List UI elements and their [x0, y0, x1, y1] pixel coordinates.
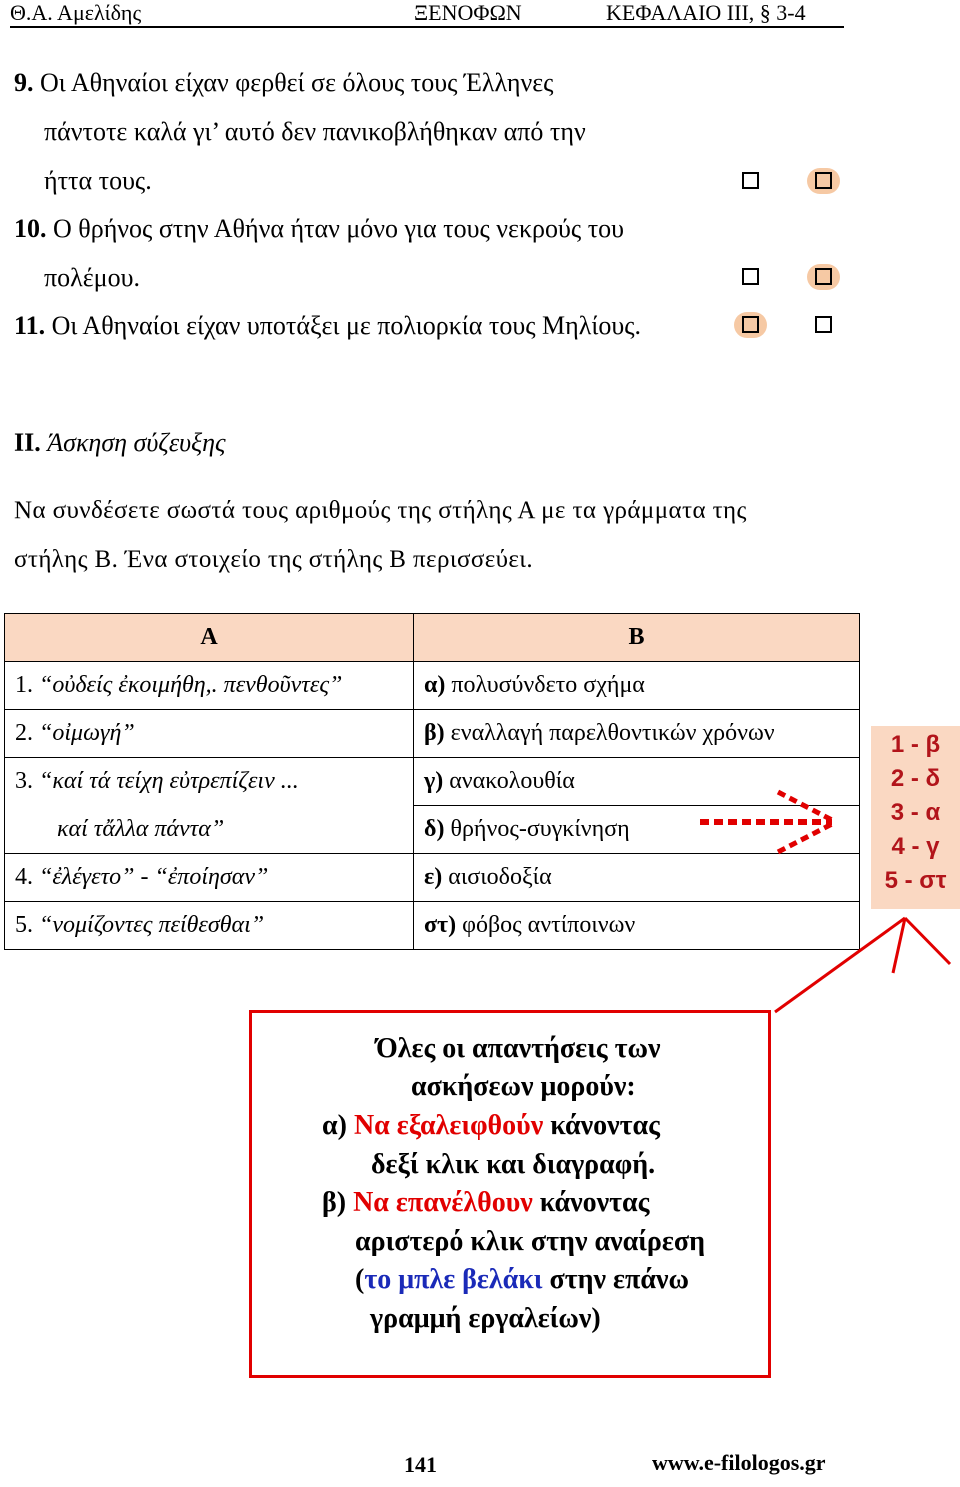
- question-9-line2: πάντοτε καλά γι’ αυτό δεν πανικοβλήθηκαν από την: [44, 117, 586, 146]
- answer-3: 3 - α: [890, 799, 941, 826]
- answer-4: 4 - γ: [891, 833, 940, 860]
- column-b-header: Β: [414, 614, 860, 662]
- question-9-number: 9.: [14, 68, 34, 97]
- question-10-line2: πολέμου.: [44, 263, 140, 292]
- header-author: Θ.Α. Αμελίδης: [10, 0, 142, 25]
- column-a-header: Α: [5, 614, 414, 662]
- answer-5: 5 - στ: [884, 867, 947, 894]
- section-2-heading: ΙΙ. Άσκηση σύζευξης: [14, 428, 226, 457]
- table-row: 4. “ἐλέγετο” - “ἐποίησαν” ε) αισιοδοξία: [5, 854, 860, 902]
- notice-line8: γραμμή εργαλείων): [370, 1303, 601, 1334]
- website-link[interactable]: www.e-filologos.gr: [652, 1450, 826, 1475]
- question-11-number: 11.: [14, 311, 46, 340]
- question-10-number: 10.: [14, 214, 47, 243]
- answer-2: 2 - δ: [890, 765, 941, 792]
- notice-line4: δεξί κλικ και διαγραφή.: [371, 1149, 656, 1180]
- notice-line1: Όλες οι απαντήσεις των: [376, 1033, 661, 1064]
- table-row: 3. “καί τά τείχη εὐτρεπίζειν ... γ) ανακολουθία: [5, 758, 860, 806]
- header-title: ΞΕΝΟΦΩΝ: [414, 0, 522, 25]
- table-row: καί τἄλλα πάντα” δ) θρήνος-συγκίνηση: [5, 806, 860, 854]
- question-11-line1: 11. Οι Αθηναίοι είχαν υποτάξει με πολιορκία τους Μηλίους.: [14, 311, 642, 340]
- dashed-right-arrow-icon: [700, 792, 832, 852]
- notice-line3: α) Να εξαλειφθούν κάνοντας: [322, 1110, 660, 1141]
- answers-box: [871, 726, 960, 909]
- notice-line2: ασκήσεων μορούν:: [411, 1071, 636, 1102]
- up-arrow-icon: [775, 918, 950, 1012]
- question-10-line1: 10. Ο θρήνος στην Αθήνα ήταν μόνο για τους νεκρούς του: [14, 214, 625, 243]
- table-row: 2. “οἰμωγή” β) εναλλαγή παρελθοντικών χρόνων: [5, 710, 860, 758]
- instructions-line2: στήλης Β. Ένα στοιχείο της στήλης Β περισσεύει.: [14, 546, 534, 573]
- notice-line7: (το μπλε βελάκι στην επάνω: [355, 1264, 689, 1295]
- page-number: 141: [404, 1452, 437, 1477]
- notice-line5: β) Να επανέλθουν κάνοντας: [322, 1187, 650, 1218]
- instructions-line1: Να συνδέσετε σωστά τους αριθμούς της στήλης Α με τα γράμματα της: [14, 497, 747, 524]
- notice-line6: αριστερό κλικ στην αναίρεση: [355, 1226, 705, 1257]
- table-row: 5. “νομίζοντες πείθεσθαι” στ) φόβος αντίποινων: [5, 902, 860, 950]
- header-chapter: ΚΕΦΑΛΑΙΟ ΙΙΙ, § 3-4: [606, 0, 806, 25]
- question-9-line1: 9. Οι Αθηναίοι είχαν φερθεί σε όλους τους Έλληνες: [14, 68, 554, 97]
- table-row: 1. “οὐδείς ἐκοιμήθη,. πενθοῦντες” α) πολυσύνδετο σχήμα: [5, 662, 860, 710]
- answer-1: 1 - β: [890, 731, 941, 758]
- question-9-line3: ήττα τους.: [44, 166, 152, 195]
